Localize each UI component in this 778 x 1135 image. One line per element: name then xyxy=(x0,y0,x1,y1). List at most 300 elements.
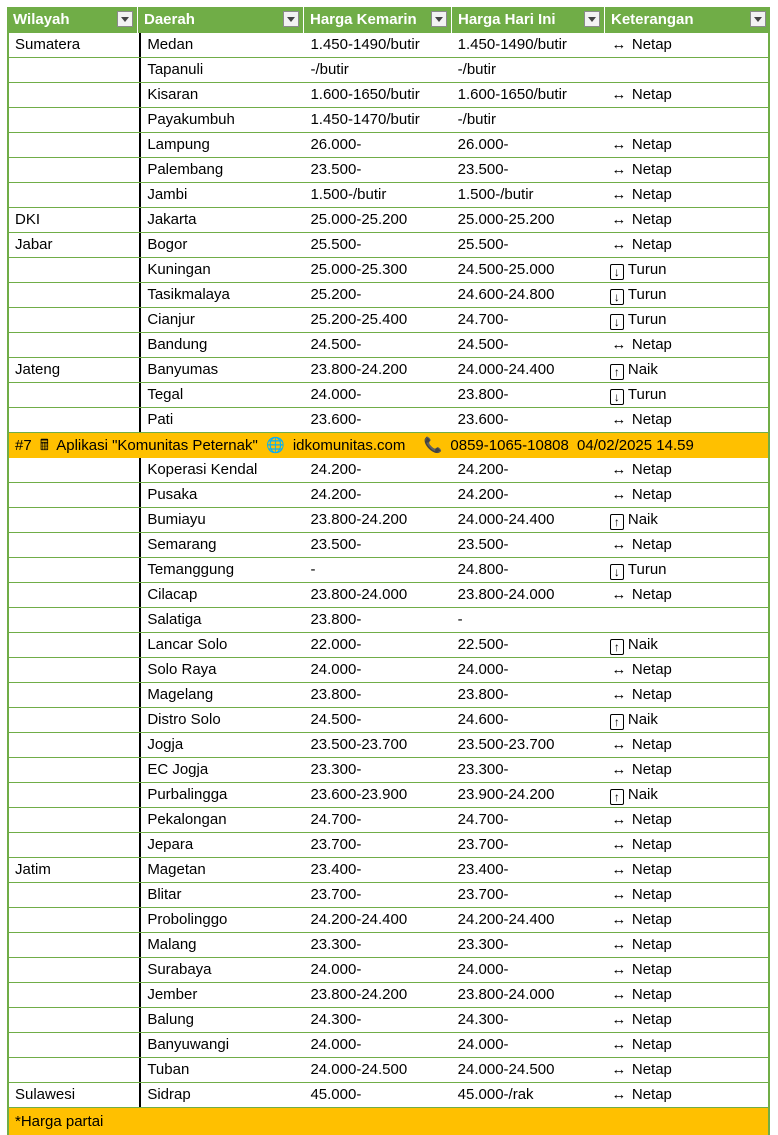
cell-text: 25.200-25.400 xyxy=(310,311,408,328)
cell-text: 23.800- xyxy=(310,686,362,703)
cell-harga-kemarin xyxy=(304,108,451,132)
cell-text: 24.000- xyxy=(310,961,362,978)
cell-text: Netap xyxy=(631,686,672,703)
cell-text: Koperasi Kendal xyxy=(147,461,258,478)
cell-text: Netap xyxy=(631,86,672,103)
cell-daerah xyxy=(139,958,304,982)
cell-text: Pusaka xyxy=(147,486,198,503)
cell-daerah xyxy=(139,833,304,857)
cell-keterangan xyxy=(604,258,768,282)
cell-daerah xyxy=(139,58,304,82)
left-right-arrow-icon: ↔ xyxy=(611,211,627,228)
cell-harga-kemarin xyxy=(304,83,451,107)
cell-harga-kemarin xyxy=(304,458,451,482)
cell-text: 24.000-24.400 xyxy=(457,361,555,378)
header-daerah[interactable]: Daerah xyxy=(138,7,304,33)
cell-text: 23.400- xyxy=(457,861,509,878)
cell-text: Netap xyxy=(631,211,672,228)
cell-wilayah xyxy=(9,208,139,232)
cell-text: Netap xyxy=(631,836,672,853)
cell-text: 23.800-24.000 xyxy=(457,586,555,603)
cell-harga-kemarin xyxy=(304,933,451,957)
cell-text: Banyuwangi xyxy=(147,1036,230,1053)
cell-text: Bandung xyxy=(147,336,208,353)
cell-harga-kemarin xyxy=(304,208,451,232)
cell-text: EC Jogja xyxy=(147,761,209,778)
cell-wilayah xyxy=(9,133,139,157)
cell-daerah xyxy=(139,808,304,832)
header-harga-kemarin[interactable]: Harga Kemarin xyxy=(304,7,452,33)
cell-keterangan xyxy=(604,933,768,957)
cell-text: Pati xyxy=(147,411,174,428)
cell-text: 24.200-24.400 xyxy=(457,911,555,928)
down-arrow-box-icon: ↓ xyxy=(610,289,624,305)
cell-wilayah xyxy=(9,633,139,657)
cell-harga-kemarin xyxy=(304,483,451,507)
cell-daerah xyxy=(139,158,304,182)
header-keterangan[interactable]: Keterangan xyxy=(605,7,770,33)
left-right-arrow-icon: ↔ xyxy=(611,136,627,153)
cell-text: Lancar Solo xyxy=(147,636,228,653)
cell-text: Netap xyxy=(631,486,672,503)
cell-text: - xyxy=(310,561,316,578)
table-row xyxy=(9,883,768,908)
cell-text: Turun xyxy=(627,261,667,278)
filter-dropdown-icon[interactable] xyxy=(431,11,447,27)
cell-harga-hari-ini xyxy=(452,683,604,707)
cell-keterangan xyxy=(604,758,768,782)
cell-text: Blitar xyxy=(147,886,182,903)
cell-text: 1.450-1470/butir xyxy=(310,111,420,128)
left-right-arrow-icon: ↔ xyxy=(611,336,627,353)
cell-text: Jateng xyxy=(15,361,61,378)
table-row xyxy=(9,183,768,208)
cell-text: 1.500-/butir xyxy=(457,186,534,203)
cell-text: Distro Solo xyxy=(147,711,221,728)
up-arrow-box-icon: ↑ xyxy=(610,714,624,730)
cell-text: Kuningan xyxy=(147,261,211,278)
cell-text: Naik xyxy=(627,361,658,378)
cell-text: 24.000-24.500 xyxy=(310,1061,408,1078)
table-row xyxy=(9,133,768,158)
cell-text: Jatim xyxy=(15,861,51,878)
cell-wilayah xyxy=(9,858,139,882)
banner-site[interactable]: idkomunitas.com xyxy=(292,437,406,454)
cell-text: Probolinggo xyxy=(147,911,228,928)
left-right-arrow-icon: ↔ xyxy=(611,986,627,1003)
cell-keterangan xyxy=(604,858,768,882)
cell-keterangan xyxy=(604,633,768,657)
cell-text: - xyxy=(457,611,463,628)
cell-text: 24.200-24.400 xyxy=(310,911,408,928)
cell-daerah xyxy=(139,583,304,607)
cell-daerah xyxy=(139,108,304,132)
table-row xyxy=(9,408,768,433)
cell-harga-hari-ini xyxy=(452,333,604,357)
cell-harga-kemarin xyxy=(304,583,451,607)
table-row xyxy=(9,983,768,1008)
cell-text: Turun xyxy=(627,286,667,303)
cell-harga-hari-ini xyxy=(452,508,604,532)
cell-harga-hari-ini xyxy=(452,283,604,307)
cell-keterangan xyxy=(604,233,768,257)
cell-text: Jabar xyxy=(15,236,53,253)
cell-text: Netap xyxy=(631,186,672,203)
cell-wilayah xyxy=(9,308,139,332)
cell-harga-hari-ini xyxy=(452,783,604,807)
cell-daerah xyxy=(139,783,304,807)
banner-phone: 0859-1065-10808 xyxy=(450,437,569,454)
cell-text: 23.500- xyxy=(310,536,362,553)
cell-daerah xyxy=(139,383,304,407)
cell-harga-hari-ini xyxy=(452,1008,604,1032)
cell-harga-kemarin xyxy=(304,808,451,832)
cell-harga-kemarin xyxy=(304,1083,451,1107)
cell-wilayah xyxy=(9,1033,139,1057)
cell-text: Netap xyxy=(631,1086,672,1103)
cell-text: 45.000-/rak xyxy=(457,1086,534,1103)
cell-text: 23.800-24.200 xyxy=(310,361,408,378)
cell-daerah xyxy=(139,1008,304,1032)
header-wilayah[interactable]: Wilayah xyxy=(7,7,138,33)
cell-harga-hari-ini xyxy=(452,1058,604,1082)
cell-keterangan xyxy=(604,158,768,182)
cell-harga-hari-ini xyxy=(452,308,604,332)
cell-wilayah xyxy=(9,708,139,732)
cell-text: 24.000-24.400 xyxy=(457,511,555,528)
cell-text: 23.800-24.000 xyxy=(457,986,555,1003)
cell-daerah xyxy=(139,858,304,882)
table-row xyxy=(9,608,768,633)
cell-text: Turun xyxy=(627,311,667,328)
cell-keterangan xyxy=(604,383,768,407)
cell-text: 24.000- xyxy=(310,661,362,678)
cell-text: Banyumas xyxy=(147,361,219,378)
cell-text: 23.600- xyxy=(310,411,362,428)
left-right-arrow-icon: ↔ xyxy=(611,811,627,828)
cell-harga-kemarin xyxy=(304,1058,451,1082)
table-row xyxy=(9,108,768,133)
table-row xyxy=(9,1058,768,1083)
cell-keterangan xyxy=(604,33,768,57)
cell-text: 23.400- xyxy=(310,861,362,878)
cell-text: 23.500- xyxy=(310,161,362,178)
cell-harga-hari-ini xyxy=(452,58,604,82)
table-row xyxy=(9,158,768,183)
cell-text: Semarang xyxy=(147,536,217,553)
cell-harga-hari-ini xyxy=(452,108,604,132)
cell-text: Netap xyxy=(631,811,672,828)
left-right-arrow-icon: ↔ xyxy=(611,1086,627,1103)
down-arrow-box-icon: ↓ xyxy=(610,264,624,280)
cell-keterangan xyxy=(604,533,768,557)
cell-harga-kemarin xyxy=(304,533,451,557)
table-row xyxy=(9,458,768,483)
cell-text: Palembang xyxy=(147,161,224,178)
cell-keterangan xyxy=(604,333,768,357)
cell-text: Sulawesi xyxy=(15,1086,76,1103)
cell-harga-hari-ini xyxy=(452,208,604,232)
cell-text: Netap xyxy=(631,761,672,778)
cell-wilayah xyxy=(9,658,139,682)
cell-text: 24.600-24.800 xyxy=(457,286,555,303)
table-row xyxy=(9,33,768,58)
cell-keterangan xyxy=(604,583,768,607)
table-row xyxy=(9,1083,768,1108)
cell-daerah xyxy=(139,208,304,232)
cell-daerah xyxy=(139,683,304,707)
cell-text: -/butir xyxy=(310,61,349,78)
cell-text: -/butir xyxy=(457,111,497,128)
cell-text: 24.000- xyxy=(310,1036,362,1053)
cell-text: Lampung xyxy=(147,136,210,153)
cell-keterangan xyxy=(604,508,768,532)
cell-text: Tuban xyxy=(147,1061,190,1078)
cell-keterangan xyxy=(604,183,768,207)
table-row xyxy=(9,783,768,808)
cell-text: Naik xyxy=(627,786,658,803)
table-row xyxy=(9,908,768,933)
cell-wilayah xyxy=(9,108,139,132)
left-right-arrow-icon: ↔ xyxy=(611,936,627,953)
cell-daerah xyxy=(139,33,304,57)
cell-harga-kemarin xyxy=(304,983,451,1007)
table-row xyxy=(9,958,768,983)
cell-keterangan xyxy=(604,708,768,732)
filter-dropdown-icon[interactable] xyxy=(584,11,600,27)
cell-harga-hari-ini xyxy=(452,658,604,682)
cell-harga-kemarin xyxy=(304,908,451,932)
cell-harga-kemarin xyxy=(304,858,451,882)
cell-text: 26.000- xyxy=(310,136,362,153)
left-right-arrow-icon: ↔ xyxy=(611,586,627,603)
left-right-arrow-icon: ↔ xyxy=(611,886,627,903)
cell-text: 24.300- xyxy=(310,1011,362,1028)
cell-harga-kemarin xyxy=(304,1008,451,1032)
cell-harga-hari-ini xyxy=(452,158,604,182)
cell-harga-hari-ini xyxy=(452,558,604,582)
cell-keterangan xyxy=(604,408,768,432)
cell-text: 23.800- xyxy=(457,686,509,703)
left-right-arrow-icon: ↔ xyxy=(611,461,627,478)
cell-text: Malang xyxy=(147,936,197,953)
table-row xyxy=(9,633,768,658)
cell-text: 24.600- xyxy=(457,711,509,728)
up-arrow-box-icon: ↑ xyxy=(610,789,624,805)
cell-wilayah xyxy=(9,333,139,357)
cell-text: 23.300- xyxy=(457,761,509,778)
cell-daerah xyxy=(139,658,304,682)
cell-text: Netap xyxy=(631,1036,672,1053)
left-right-arrow-icon: ↔ xyxy=(611,536,627,553)
table-row xyxy=(9,658,768,683)
cell-daerah xyxy=(139,758,304,782)
table-row xyxy=(9,533,768,558)
cell-wilayah xyxy=(9,383,139,407)
cell-text: 24.200- xyxy=(310,461,362,478)
cell-daerah xyxy=(139,608,304,632)
cell-text: Jambi xyxy=(147,186,188,203)
cell-text: 24.700- xyxy=(310,811,362,828)
table-row xyxy=(9,583,768,608)
cell-daerah xyxy=(139,333,304,357)
cell-daerah xyxy=(139,883,304,907)
cell-text: Cilacap xyxy=(147,586,198,603)
cell-harga-kemarin xyxy=(304,883,451,907)
cell-harga-hari-ini xyxy=(452,608,604,632)
cell-keterangan xyxy=(604,1033,768,1057)
cell-keterangan xyxy=(604,833,768,857)
cell-wilayah xyxy=(9,583,139,607)
cell-text: Magetan xyxy=(147,861,206,878)
cell-daerah xyxy=(139,308,304,332)
cell-text: 25.200- xyxy=(310,286,362,303)
cell-wilayah xyxy=(9,908,139,932)
cell-text: 24.500- xyxy=(310,711,362,728)
cell-harga-hari-ini xyxy=(452,533,604,557)
table-header xyxy=(7,7,770,33)
cell-harga-hari-ini xyxy=(452,408,604,432)
cell-wilayah xyxy=(9,883,139,907)
cell-harga-kemarin xyxy=(304,258,451,282)
cell-text: 23.600-23.900 xyxy=(310,786,408,803)
cell-keterangan xyxy=(604,208,768,232)
cell-harga-hari-ini xyxy=(452,958,604,982)
cell-harga-hari-ini xyxy=(452,583,604,607)
cell-text: 25.000-25.200 xyxy=(457,211,555,228)
cell-text: Netap xyxy=(631,886,672,903)
cell-wilayah xyxy=(9,258,139,282)
cell-text: Jogja xyxy=(147,736,184,753)
cell-text: Naik xyxy=(627,636,658,653)
up-arrow-box-icon: ↑ xyxy=(610,639,624,655)
cell-keterangan xyxy=(604,1083,768,1107)
cell-text: Turun xyxy=(627,561,667,578)
left-right-arrow-icon: ↔ xyxy=(611,1036,627,1053)
table-row xyxy=(9,708,768,733)
left-right-arrow-icon: ↔ xyxy=(611,236,627,253)
cell-harga-hari-ini xyxy=(452,33,604,57)
cell-wilayah xyxy=(9,733,139,757)
cell-text: Cianjur xyxy=(147,311,195,328)
cell-text: 23.800-24.200 xyxy=(310,986,408,1003)
cell-keterangan xyxy=(604,608,768,632)
cell-text: 23.300- xyxy=(310,936,362,953)
cell-text: Purbalingga xyxy=(147,786,228,803)
cell-text: 24.200- xyxy=(457,486,509,503)
filter-dropdown-icon[interactable] xyxy=(283,11,299,27)
cell-keterangan xyxy=(604,458,768,482)
cell-text: 25.500- xyxy=(310,236,362,253)
cell-harga-hari-ini xyxy=(452,733,604,757)
phone-icon: 📞 xyxy=(423,437,443,454)
cell-harga-hari-ini xyxy=(452,933,604,957)
cell-text: 1.450-1490/butir xyxy=(457,36,567,53)
cell-text: 23.300- xyxy=(457,936,509,953)
cell-text: Naik xyxy=(627,511,658,528)
left-right-arrow-icon: ↔ xyxy=(611,86,627,103)
cell-text: 24.200- xyxy=(457,461,509,478)
cell-text: 24.000-24.500 xyxy=(457,1061,555,1078)
cell-text: Netap xyxy=(631,336,672,353)
cell-text: Netap xyxy=(631,911,672,928)
cell-daerah xyxy=(139,1058,304,1082)
cell-daerah xyxy=(139,633,304,657)
cell-daerah xyxy=(139,133,304,157)
left-right-arrow-icon: ↔ xyxy=(611,486,627,503)
table-row xyxy=(9,383,768,408)
cell-keterangan xyxy=(604,808,768,832)
cell-text: 25.000-25.200 xyxy=(310,211,408,228)
cell-text: Netap xyxy=(631,986,672,1003)
filter-dropdown-icon[interactable] xyxy=(117,11,133,27)
table-row xyxy=(9,233,768,258)
down-arrow-box-icon: ↓ xyxy=(610,564,624,580)
cell-text: 1.600-1650/butir xyxy=(310,86,420,103)
cell-wilayah xyxy=(9,983,139,1007)
cell-wilayah xyxy=(9,558,139,582)
cell-wilayah xyxy=(9,283,139,307)
cell-wilayah xyxy=(9,608,139,632)
cell-harga-kemarin xyxy=(304,233,451,257)
left-right-arrow-icon: ↔ xyxy=(611,1011,627,1028)
cell-text: 24.500-25.000 xyxy=(457,261,555,278)
table-row xyxy=(9,208,768,233)
info-banner xyxy=(9,433,768,458)
left-right-arrow-icon: ↔ xyxy=(611,911,627,928)
cell-text: 23.900-24.200 xyxy=(457,786,555,803)
cell-text: 24.200- xyxy=(310,486,362,503)
cell-harga-kemarin xyxy=(304,733,451,757)
cell-keterangan xyxy=(604,683,768,707)
cell-text: Netap xyxy=(631,936,672,953)
cell-text: 24.500- xyxy=(310,336,362,353)
cell-wilayah xyxy=(9,783,139,807)
cell-daerah xyxy=(139,508,304,532)
cell-daerah xyxy=(139,233,304,257)
filter-dropdown-icon[interactable] xyxy=(750,11,766,27)
cell-harga-hari-ini xyxy=(452,233,604,257)
table-row xyxy=(9,733,768,758)
cell-text: Kisaran xyxy=(147,86,199,103)
cell-harga-hari-ini xyxy=(452,358,604,382)
cell-wilayah xyxy=(9,33,139,57)
banner-app: Aplikasi "Komunitas Peternak" xyxy=(56,437,258,454)
cell-text: 23.700- xyxy=(310,836,362,853)
cell-text: Temanggung xyxy=(147,561,235,578)
cell-text: Pekalongan xyxy=(147,811,227,828)
table-row xyxy=(9,508,768,533)
cell-text: Netap xyxy=(631,161,672,178)
header-harga-hari-ini[interactable]: Harga Hari Ini xyxy=(452,7,605,33)
cell-harga-hari-ini xyxy=(452,483,604,507)
cell-keterangan xyxy=(604,358,768,382)
cell-keterangan xyxy=(604,908,768,932)
cell-text: 26.000- xyxy=(457,136,509,153)
table-row xyxy=(9,483,768,508)
cell-daerah xyxy=(139,283,304,307)
cell-text: 23.500-23.700 xyxy=(310,736,408,753)
cell-harga-kemarin xyxy=(304,783,451,807)
cell-text: 24.300- xyxy=(457,1011,509,1028)
cell-text: Netap xyxy=(631,136,672,153)
cell-harga-kemarin xyxy=(304,758,451,782)
cell-text: 23.500- xyxy=(457,161,509,178)
table-row xyxy=(9,83,768,108)
cell-wilayah xyxy=(9,808,139,832)
cell-text: 24.700- xyxy=(457,311,509,328)
cell-harga-kemarin xyxy=(304,608,451,632)
